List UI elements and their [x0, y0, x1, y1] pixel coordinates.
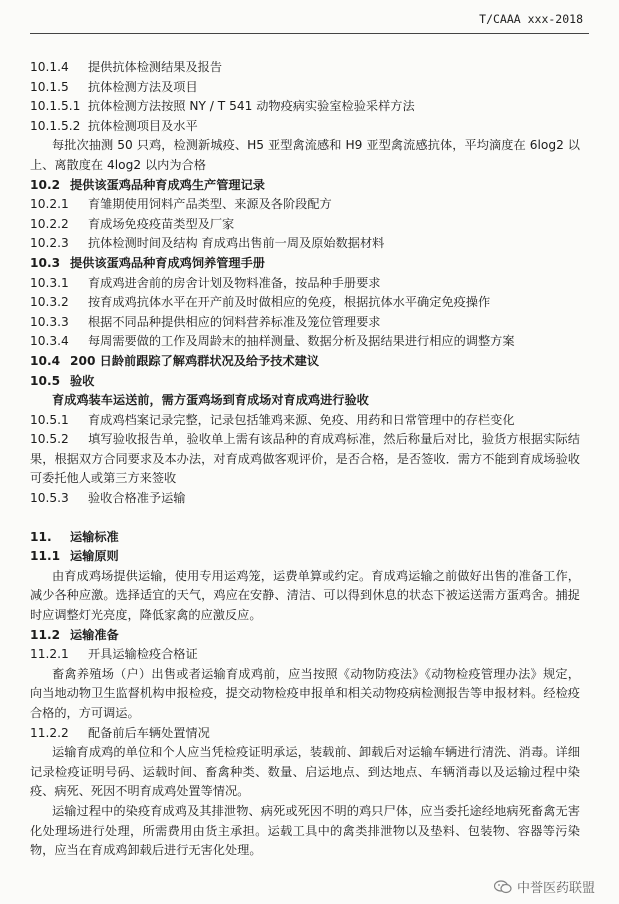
- section-10-4: [30, 352, 580, 372]
- section-number: 10.3: [30, 255, 61, 270]
- wechat-icon: [494, 880, 512, 894]
- section-11-1: [30, 547, 580, 567]
- section-title: 验收: [70, 373, 95, 388]
- clause-11-2-1: [30, 645, 580, 665]
- clause-number: 10.1.5.2: [30, 118, 81, 133]
- clause-10-1-5-2: [30, 117, 580, 137]
- clause-text: 根据不同品种提供相应的饲料营养标准及笼位管理要求: [88, 314, 381, 329]
- clause-number: 10.2.2: [30, 216, 69, 231]
- watermark: [494, 877, 595, 896]
- clause-text: 每周需要做的工作及周龄末的抽样测量、数据分析及据结果进行相应的调整方案: [88, 334, 515, 349]
- clause-10-3-1: [30, 274, 580, 294]
- section-title: 提供该蛋鸡品种育成鸡饲养管理手册: [70, 255, 265, 270]
- section-10-2: [30, 176, 580, 196]
- clause-text: 育成鸡档案记录完整，记录包括雏鸡来源、免疫、用药和日常管理中的存栏变化: [88, 412, 515, 427]
- clause-number: 11.2.1: [30, 647, 69, 662]
- section-title: 运输标准: [70, 529, 119, 544]
- clause-text: 育成场免疫疫苗类型及厂家: [88, 216, 235, 231]
- clause-10-3-3: [30, 313, 580, 333]
- clause-number: 10.3.3: [30, 314, 69, 329]
- section-number: 11.: [30, 529, 52, 544]
- clause-10-1-5-1: [30, 97, 580, 117]
- quarantine-paragraph: 畜禽养殖场（户）出售或者运输育成鸡前，应当按照《动物防疫法》《动物检疫管理办法》规定，向当地动物卫生监督机构申报检疫，提交动物检疫申报单和相关动物疫病检测报告等申报材料。经检疫合格的，方可调运。: [30, 666, 580, 720]
- section-number: 11.1: [30, 549, 61, 564]
- clause-10-3-4: [30, 332, 580, 352]
- section-number: 11.2: [30, 627, 61, 642]
- clause-text: 按育成鸡抗体水平在开产前及时做相应的免疫，根据抗体水平确定免疫操作: [88, 295, 491, 310]
- clause-number: 11.2.2: [30, 725, 69, 740]
- clause-number: 10.3.4: [30, 334, 69, 349]
- clause-10-1-5: [30, 78, 580, 98]
- vehicle-paragraph-a: 运输育成鸡的单位和个人应当凭检疫证明承运，装载前、卸载后对运输车辆进行清洗、消毒。详细记录检疫证明号码、运载时间、畜禽种类、数量、启运地点、到达地点、车辆消毒以及运输过程中染疫、病死、死因不明育成鸡处置等情况。: [30, 745, 580, 799]
- clause-10-1-4: [30, 58, 580, 78]
- section-title: 提供该蛋鸡品种育成鸡生产管理记录: [70, 177, 265, 192]
- clause-10-2-2: [30, 215, 580, 235]
- clause-text: 育雏期使用饲料产品类型、来源及各阶段配方: [88, 197, 332, 212]
- clause-number: 10.2.3: [30, 236, 69, 251]
- antibody-paragraph: 每批次抽测 50 只鸡，检测新城疫、H5 亚型禽流感和 H9 亚型禽流感抗体，平均滴度在 6log2 以上、离散度在 4log2 以内为合格: [30, 138, 580, 172]
- clause-number: 10.2.1: [30, 197, 69, 212]
- clause-text: 配备前后车辆处置情况: [88, 725, 210, 740]
- clause-number: 10.1.5.1: [30, 99, 81, 114]
- clause-text: 开具运输检疫合格证: [88, 647, 198, 662]
- section-number: 10.2: [30, 177, 61, 192]
- section-10-5: [30, 372, 580, 392]
- section-11-2: [30, 626, 580, 646]
- clause-number: 10.1.4: [30, 60, 69, 74]
- section-10-3: [30, 254, 580, 274]
- clause-text: 抗体检测方法及项目: [88, 79, 198, 94]
- vehicle-paragraph-b: 运输过程中的染疫育成鸡及其排泄物、病死或死因不明的鸡只尸体，应当委托途经地病死畜禽无害化处理场进行处理，所需费用由货主承担。运载工具中的禽类排泄物以及垫料、包装物、容器等污染物，应当在育成鸡卸载后进行无害化处理。: [30, 803, 580, 858]
- clause-10-3-2: [30, 293, 580, 313]
- clause-text: 填写验收报告单，验收单上需有该品种的育成鸡标准，然后称量后对比，验货方根据实际结果，根据双方合同要求及本办法，对育成鸡做客观评价，是否合格，是否签收．需方不能到育成场验收可委托他人或第三方来签收: [30, 432, 580, 486]
- clause-11-2-2: [30, 724, 580, 744]
- section-number: 10.5: [30, 373, 61, 388]
- section-title: 运输原则: [70, 549, 119, 564]
- clause-number: 10.1.5: [30, 79, 69, 94]
- clause-number: 10.3.1: [30, 275, 69, 290]
- page-header: T/CAAA xxx-2018: [479, 12, 583, 26]
- clause-10-5-2: [30, 430, 580, 489]
- section-number: 10.4: [30, 353, 61, 368]
- clause-text: 抗体检测项目及水平: [88, 118, 198, 133]
- transport-principle-paragraph: 由育成鸡场提供运输，使用专用运鸡笼，运费单算或约定。育成鸡运输之前做好出售的准备工作，减少各种应激。选择适宜的天气，鸡应在安静、清洁、可以得到休息的状态下被运送需方蛋鸡舍。捕捉时应调整灯光亮度，降低家禽的应激反应。: [30, 568, 580, 623]
- clause-number: 10.5.3: [30, 491, 69, 506]
- section-11: [30, 528, 580, 548]
- clause-text: 育成鸡进舍前的房舍计划及物料准备，按品种手册要求: [88, 275, 381, 290]
- clause-text: 抗体检测方法按照 NY / T 541 动物疫病实验室检验采样方法: [88, 99, 415, 114]
- clause-text: 抗体检测时间及结构 育成鸡出售前一周及原始数据材料: [88, 236, 385, 251]
- header-rule: [30, 33, 589, 34]
- clause-10-5-1: [30, 411, 580, 431]
- clause-10-2-3: [30, 234, 580, 254]
- section-title: 200 日龄前跟踪了解鸡群状况及给予技术建议: [70, 353, 320, 368]
- clause-number: 10.5.2: [30, 432, 69, 447]
- clause-text: 验收合格准予运输: [88, 491, 186, 506]
- document-body: [30, 58, 580, 861]
- watermark-text: 中誉医药联盟: [516, 881, 595, 896]
- clause-number: 10.5.1: [30, 412, 69, 427]
- acceptance-intro: 育成鸡装车运送前，需方蛋鸡场到育成场对育成鸡进行验收: [52, 393, 369, 408]
- clause-10-2-1: [30, 195, 580, 215]
- clause-10-5-3: [30, 489, 580, 509]
- clause-number: 10.3.2: [30, 295, 69, 310]
- clause-text: 提供抗体检测结果及报告: [88, 60, 223, 74]
- section-title: 运输准备: [70, 627, 119, 642]
